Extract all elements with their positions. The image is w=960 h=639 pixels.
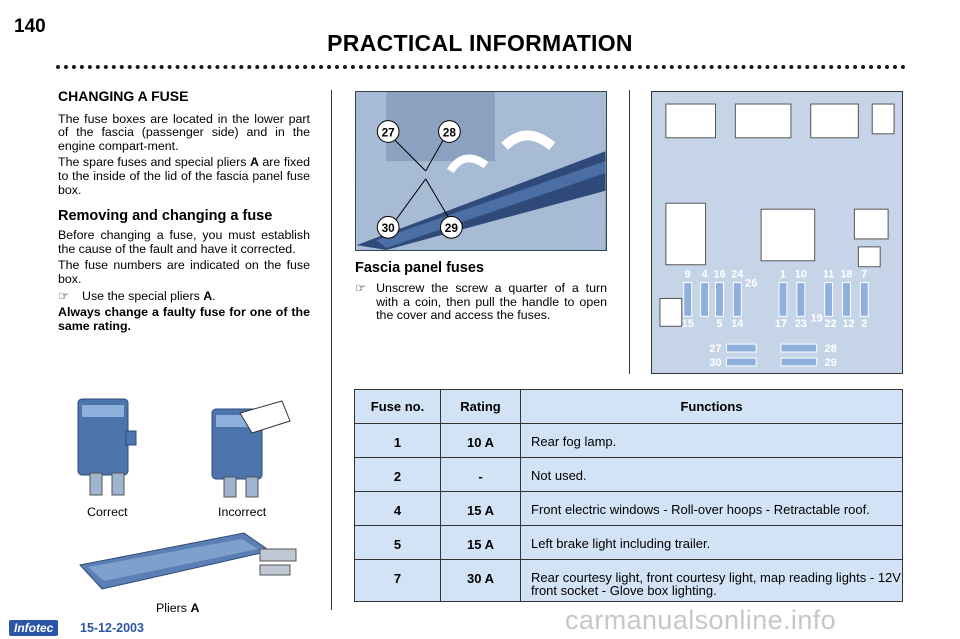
fuse-function-cell: Front electric windows - Roll-over hoops - Retractable roof. — [521, 492, 903, 526]
fascia-photo — [355, 91, 607, 251]
page-title: PRACTICAL INFORMATION — [327, 30, 633, 56]
fuse-bottom-label: 15 — [681, 318, 694, 331]
subsection-heading: Removing and changing a fuse — [58, 208, 273, 225]
callout-27: 27 — [381, 125, 395, 140]
pointing-hand-icon: ☞ — [58, 288, 70, 303]
fuse-top-label: 10 — [794, 268, 807, 281]
pliers-label-letter: A — [190, 601, 200, 615]
fuse-number-cell: 5 — [355, 526, 441, 560]
fuse-function-cell: Rear courtesy light, front courtesy light, map reading lights - 12V front socket - Glove box lighting. — [521, 560, 903, 602]
fuse-bottom-label: 19 — [810, 312, 823, 325]
edition-date: 15-12-2003 — [80, 621, 144, 635]
fuse-top-label: 11 — [822, 268, 835, 281]
fuse-number-cell: 1 — [355, 424, 441, 458]
fuse-bottom-label: 12 — [842, 318, 855, 331]
fuse-rating-cell: 15 A — [441, 492, 521, 526]
fuse-box-diagram — [651, 91, 903, 374]
warning-text: Always change a faulty fuse for one of the same rating. — [58, 305, 310, 333]
table-row — [355, 560, 903, 602]
fuse-function-cell: Left brake light including trailer. — [521, 526, 903, 560]
label-incorrect: Incorrect — [218, 505, 267, 519]
label-pliers — [156, 601, 199, 615]
fuse-slot — [860, 283, 868, 317]
fuse-top-label: 9 — [684, 268, 691, 281]
spares-text-start: The spare fuses and special pliers — [58, 155, 250, 170]
section-heading: CHANGING A FUSE — [58, 88, 189, 104]
spares-letter: A — [249, 155, 259, 170]
fuse-top-label: 16 — [713, 268, 726, 281]
callout-28: 28 — [442, 125, 456, 140]
fuse-bottom-label: 23 — [794, 318, 807, 331]
paragraph-location: The fuse boxes are located in the lower part of the fascia (passenger side) and in the engine compart-ment. — [58, 111, 310, 153]
pliers-image — [74, 527, 302, 595]
pliers-instruction — [58, 290, 310, 304]
fuse-bottom-label: 5 — [716, 318, 723, 331]
fuse-slot — [825, 283, 833, 317]
fuse-rating-cell: - — [441, 458, 521, 492]
fuse-label-26: 26 — [745, 277, 758, 290]
fuse-rating-cell: 15 A — [441, 526, 521, 560]
fuse-rating-cell: 10 A — [441, 424, 521, 458]
fuse-function-cell: Rear fog lamp. — [521, 424, 903, 458]
label-correct: Correct — [87, 505, 128, 519]
table-row — [355, 458, 903, 492]
header-functions: Functions — [521, 390, 903, 424]
fuse-slot — [701, 283, 709, 317]
callout-29: 29 — [444, 221, 458, 236]
header-fuse-no: Fuse no. — [355, 390, 441, 424]
spares-text-end: are fixed to the inside of the lid of the fascia panel fuse box. — [58, 155, 311, 197]
fuse-top-label: 4 — [701, 268, 708, 281]
fuse-number-cell: 7 — [355, 560, 441, 602]
paragraph-cause: Before changing a fuse, you must establish the cause of the fault and have it corrected. — [58, 228, 310, 256]
table-row — [355, 424, 903, 458]
table-header-row — [355, 390, 903, 424]
fuse-slot — [715, 283, 723, 317]
pliers-label-text: Pliers — [156, 601, 191, 615]
correct-fuse-image — [78, 399, 136, 495]
relay-label-30: 30 — [709, 356, 722, 369]
fascia-instruction — [355, 282, 607, 323]
pliers-text-end: . — [212, 288, 216, 303]
paragraph-numbers: The fuse numbers are indicated on the fuse box. — [58, 258, 310, 286]
fuse-number-cell: 4 — [355, 492, 441, 526]
callout-30: 30 — [381, 221, 395, 236]
fuse-slot — [797, 283, 805, 317]
page-number: 140 — [14, 16, 46, 37]
fuse-bottom-label: 22 — [824, 318, 837, 331]
fuse-rating-cell: 30 A — [441, 560, 521, 602]
fuse-slot — [842, 283, 850, 317]
fuse-function-cell: Not used. — [521, 458, 903, 492]
table-row — [355, 492, 903, 526]
fuse-slot — [779, 283, 787, 317]
fuse-top-label: 24 — [731, 268, 744, 281]
relay-label-27: 27 — [709, 343, 722, 356]
relay-label-29: 29 — [824, 356, 837, 369]
incorrect-fuse-image — [212, 401, 290, 497]
column-divider-right — [629, 90, 630, 374]
fuse-top-label: 18 — [840, 268, 853, 281]
watermark: carmanualsonline.info — [565, 605, 837, 635]
fuse-bottom-label: 2 — [861, 318, 868, 331]
fuse-slot — [684, 283, 692, 317]
fuse-bottom-label: 17 — [774, 318, 788, 331]
column-divider-left — [331, 90, 332, 610]
fuse-slot — [733, 283, 741, 317]
fuse-table — [354, 389, 903, 602]
table-row — [355, 526, 903, 560]
fuse-top-label: 7 — [861, 268, 868, 281]
fuse-number-cell: 2 — [355, 458, 441, 492]
pliers-text-start: Use the special pliers — [82, 288, 204, 303]
paragraph-spares — [58, 156, 310, 197]
fuse-bottom-label: 14 — [731, 318, 744, 331]
brand-logo: Infotec — [9, 620, 58, 636]
title-dotted-rule — [56, 65, 906, 69]
pliers-instruction-text — [82, 290, 216, 304]
fuse-top-label: 1 — [779, 268, 786, 281]
fascia-heading: Fascia panel fuses — [355, 260, 484, 276]
pointing-hand-icon: ☞ — [355, 281, 367, 295]
fascia-instruction-text: Unscrew the screw a quarter of a turn with a coin, then pull the handle to open the cover and access the fuses. — [376, 281, 607, 323]
pliers-letter: A — [203, 288, 213, 303]
fuse-table-body — [355, 424, 903, 602]
relay-label-28: 28 — [824, 343, 837, 356]
fuse-illustration — [60, 393, 312, 503]
left-column — [58, 90, 310, 336]
header-rating: Rating — [441, 390, 521, 424]
